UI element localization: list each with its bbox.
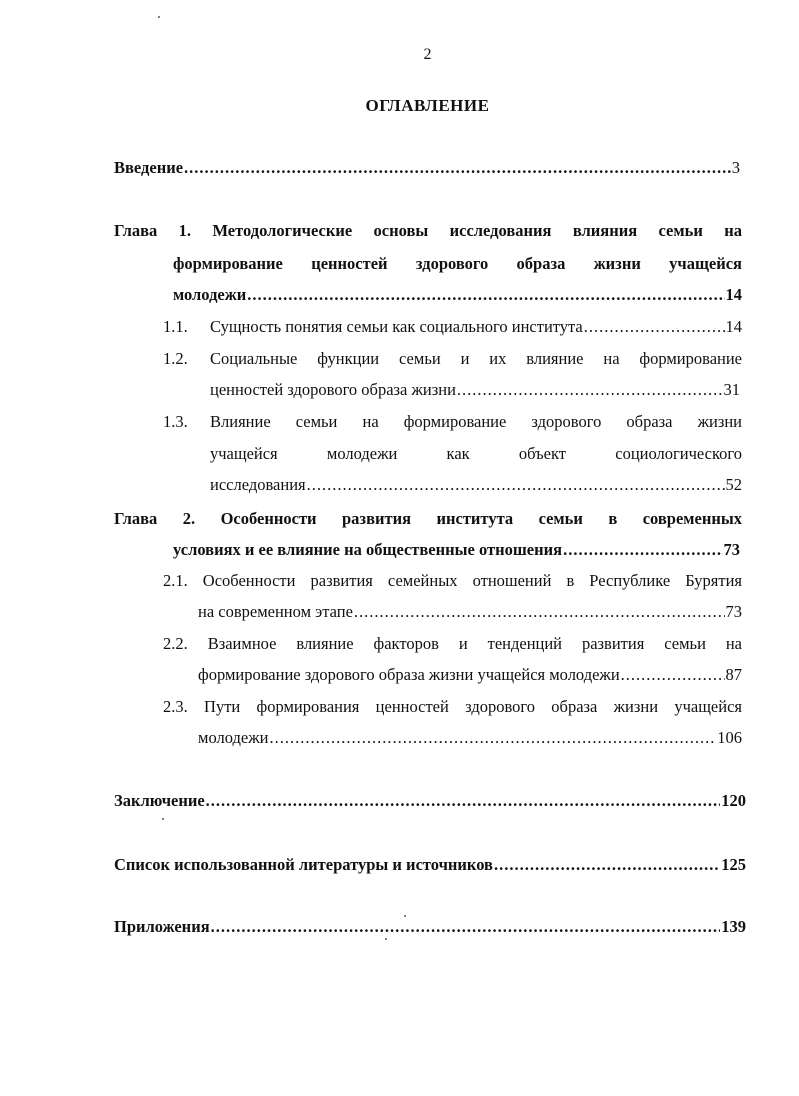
- toc-entry-label: формирование здорового образа жизни учащейся молодежи: [198, 665, 620, 684]
- dot-leader: [247, 284, 724, 306]
- toc-section-1-3-line2[interactable]: учащейся молодежи как объект социологического: [210, 444, 742, 463]
- toc-chapter1-heading-line2[interactable]: формирование ценностей здорового образа жизни учащейся: [173, 254, 742, 273]
- toc-entry-appendix[interactable]: [114, 916, 746, 938]
- toc-chapter2-heading-line2[interactable]: [173, 539, 740, 561]
- toc-section-2-2-line2[interactable]: [198, 664, 742, 686]
- toc-section-1-3-line3[interactable]: [210, 474, 742, 496]
- toc-page-number: 87: [725, 665, 742, 684]
- page-title: ОГЛАВЛЕНИЕ: [365, 96, 490, 115]
- toc-page-number: 139: [721, 917, 746, 936]
- toc-section-1-2-line1[interactable]: Социальные функции семьи и их влияние на формирование: [210, 349, 742, 368]
- dot-leader: [621, 664, 725, 686]
- dot-leader: [211, 916, 721, 938]
- toc-page-number: 52: [725, 475, 742, 494]
- toc-entry-label: Приложения: [114, 917, 210, 936]
- toc-chapter2-heading-line1[interactable]: Глава 2. Особенности развития института семьи в современных: [114, 509, 742, 528]
- toc-section-2-3-line2[interactable]: [198, 727, 742, 749]
- scan-speck: [162, 818, 164, 820]
- toc-section-number: 1.2.: [163, 349, 188, 368]
- dot-leader: [457, 379, 723, 401]
- toc-page-number: 3: [731, 158, 740, 177]
- toc-section-2-1-line2[interactable]: [198, 601, 742, 623]
- toc-entry-label: молодежи: [173, 285, 247, 304]
- toc-section-1-1[interactable]: [210, 316, 742, 338]
- toc-entry-label: Введение: [114, 158, 184, 177]
- toc-entry-label: Сущность понятия семьи как социального института: [210, 317, 583, 336]
- toc-section-number: 1.1.: [163, 317, 188, 336]
- dot-leader: [354, 601, 725, 623]
- toc-section-2-2-line1[interactable]: 2.2. Взаимное влияние факторов и тенденций развития семьи на: [163, 634, 742, 653]
- toc-entry-intro[interactable]: [114, 157, 740, 179]
- dot-leader: [494, 854, 720, 876]
- toc-entry-label: молодежи: [198, 728, 269, 747]
- toc-chapter1-heading-line3[interactable]: [173, 284, 742, 306]
- toc-section-1-2-line2[interactable]: [210, 379, 740, 401]
- toc-entry-label: на современном этапе: [198, 602, 353, 621]
- dot-leader: [563, 539, 722, 561]
- toc-page-number: 73: [723, 540, 740, 559]
- toc-section-number: 1.3.: [163, 412, 188, 431]
- toc-entry-label: Заключение: [114, 791, 205, 810]
- dot-leader: [206, 790, 721, 812]
- scan-speck: [404, 915, 406, 917]
- scan-speck: [158, 16, 160, 18]
- toc-entry-label: условиях и ее влияние на общественные отношения: [173, 540, 563, 559]
- toc-page-number: 31: [723, 380, 740, 399]
- scan-speck: [385, 938, 387, 940]
- toc-entry-references[interactable]: [114, 854, 746, 876]
- dot-leader: [184, 157, 731, 179]
- toc-entry-label: Список использованной литературы и источников: [114, 855, 493, 874]
- toc-page-number: 73: [725, 602, 742, 621]
- toc-section-2-3-line1[interactable]: 2.3. Пути формирования ценностей здорового образа жизни учащейся: [163, 697, 742, 716]
- dot-leader: [584, 316, 725, 338]
- toc-section-2-1-line1[interactable]: 2.1. Особенности развития семейных отношений в Республике Бурятия: [163, 571, 742, 590]
- toc-entry-conclusion[interactable]: [114, 790, 746, 812]
- toc-page-number: 120: [721, 791, 746, 810]
- dot-leader: [307, 474, 725, 496]
- toc-page-number: 14: [725, 285, 742, 304]
- toc-entry-label: ценностей здорового образа жизни: [210, 380, 456, 399]
- toc-section-1-3-line1[interactable]: Влияние семьи на формирование здорового образа жизни: [210, 412, 742, 431]
- toc-entry-label: исследования: [210, 475, 306, 494]
- toc-chapter1-heading-line1[interactable]: Глава 1. Методологические основы исследования влияния семьи на: [114, 221, 742, 240]
- page-number: 2: [423, 46, 432, 63]
- toc-page-number: 14: [725, 317, 742, 336]
- toc-page-number: 125: [721, 855, 746, 874]
- dot-leader: [269, 727, 716, 749]
- toc-page-number: 106: [717, 728, 742, 747]
